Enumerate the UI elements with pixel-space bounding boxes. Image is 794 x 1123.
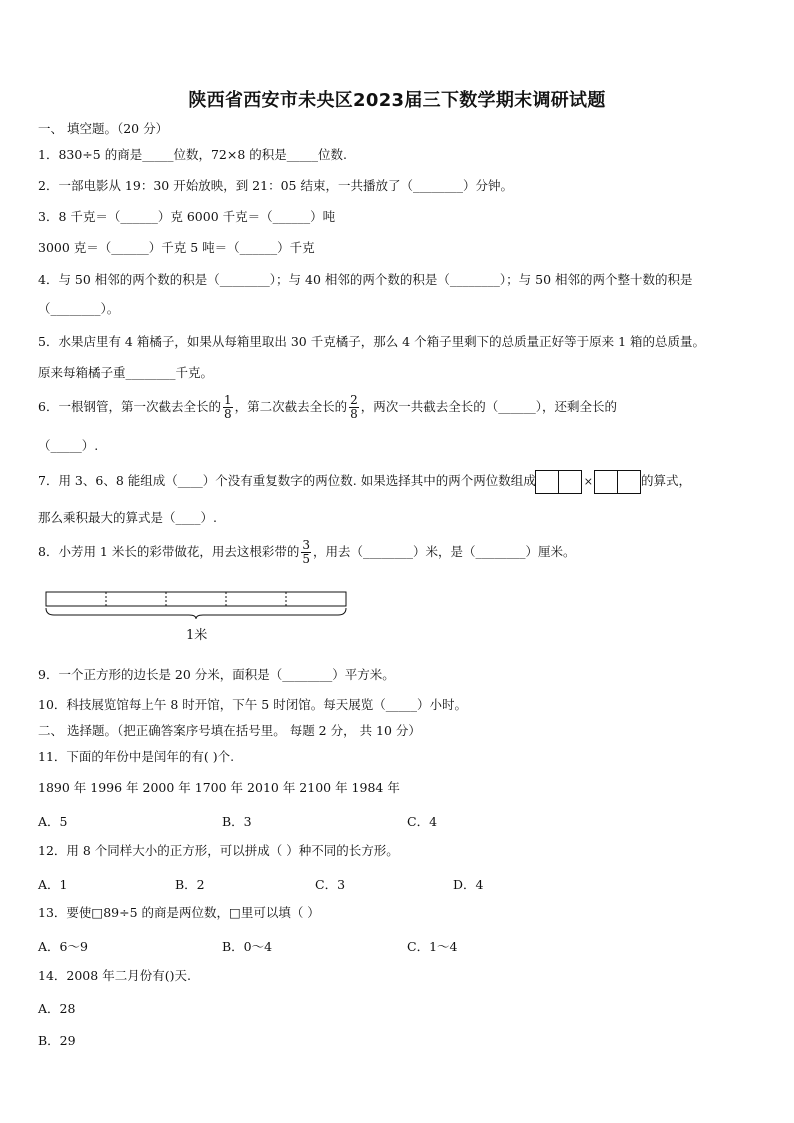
question-6-line-2: （_____）. xyxy=(38,438,99,453)
question-7-line-1 xyxy=(38,468,691,495)
question-6-text-post: ，两次一共截去全长的（______），还剩全长的 xyxy=(360,399,618,414)
q12-option-d: D．4 xyxy=(453,877,484,892)
fraction-numerator: 1 xyxy=(223,393,232,407)
question-12: 12．用 8 个同样大小的正方形，可以拼成（ ）种不同的长方形。 xyxy=(38,843,399,858)
ribbon-length-label: 1米 xyxy=(186,628,208,643)
question-5-line-2: 原来每箱橘子重________千克。 xyxy=(38,365,214,380)
question-6-text-mid: ，第二次截去全长的 xyxy=(234,399,348,414)
question-4-line-1: 4．与 50 相邻的两个数的积是（________）；与 40 相邻的两个数的积是（________）；与 50 相邻的两个整十数的积是 xyxy=(38,272,693,287)
q11-option-a: A．5 xyxy=(38,814,68,829)
ribbon-diagram-svg xyxy=(44,590,348,620)
question-7-text-pre: 7．用 3、6、8 能组成（____）个没有重复数字的两位数. 如果选择其中的两个两位数组成 xyxy=(38,473,536,488)
question-5-line-1: 5．水果店里有 4 箱橘子，如果从每箱里取出 30 千克橘子，那么 4 个箱子里剩下的总质量正好等于原来 1 箱的总质量。 xyxy=(38,334,706,349)
digit-box xyxy=(594,470,618,494)
q11-option-c: C．4 xyxy=(407,814,438,829)
page-title: 陕西省西安市未央区2023届三下数学期末调研试题 xyxy=(188,90,606,111)
question-7-line-2: 那么乘积最大的算式是（____）. xyxy=(38,510,217,525)
section-choice-heading: 二、 选择题。（把正确答案序号填在括号里。 每题 2 分， 共 10 分） xyxy=(38,723,421,738)
question-8-text-post: ，用去（________）米，是（________）厘米。 xyxy=(313,544,576,559)
question-11-years: 1890 年 1996 年 2000 年 1700 年 2010 年 2100 年 1984 年 xyxy=(38,780,400,795)
q13-option-c: C．1～4 xyxy=(407,939,458,954)
question-3-line-2: 3000 克＝（______）千克 5 吨＝（______）千克 xyxy=(38,240,315,255)
digit-boxes-right xyxy=(595,469,641,495)
q13-option-a: A．6～9 xyxy=(38,939,88,954)
fraction-1-8 xyxy=(223,394,233,421)
q14-option-a: A．28 xyxy=(38,1001,76,1016)
question-6-text-pre: 6．一根钢管，第一次截去全长的 xyxy=(38,399,221,414)
ribbon-bar xyxy=(46,592,346,606)
fraction-numerator: 2 xyxy=(350,393,358,407)
fraction-2-8 xyxy=(349,394,359,421)
question-6-line-1 xyxy=(38,392,617,422)
question-7-text-post: 的算式， xyxy=(640,473,691,488)
q12-option-a: A．1 xyxy=(38,877,68,892)
ribbon-diagram xyxy=(44,590,348,620)
digit-box xyxy=(558,470,582,494)
times-sign: × xyxy=(583,474,593,488)
q12-option-b: B．2 xyxy=(175,877,205,892)
question-13: 13．要使□89÷5 的商是两位数，□里可以填（ ） xyxy=(38,905,320,920)
fraction-3-5 xyxy=(301,539,311,566)
fraction-numerator: 3 xyxy=(302,538,310,552)
question-8-text-pre: 8．小芳用 1 米长的彩带做花，用去这根彩带的 xyxy=(38,544,300,559)
question-9: 9．一个正方形的边长是 20 分米，面积是（________）平方米。 xyxy=(38,667,395,682)
question-14: 14．2008 年二月份有()天. xyxy=(38,968,191,983)
fraction-denominator: 8 xyxy=(350,407,358,421)
question-2: 2．一部电影从 19：30 开始放映，到 21：05 结束，一共播放了（________）分钟。 xyxy=(38,178,513,193)
digit-box xyxy=(617,470,641,494)
q14-option-b: B．29 xyxy=(38,1033,76,1048)
question-10: 10．科技展览馆每上午 8 时开馆，下午 5 时闭馆。每天展览（_____）小时。 xyxy=(38,697,467,712)
question-3-line-1: 3．8 千克＝（______）克 6000 千克＝（______）吨 xyxy=(38,209,336,224)
question-8-line xyxy=(38,537,576,567)
digit-box xyxy=(535,470,559,494)
q12-option-c: C．3 xyxy=(315,877,346,892)
question-4-line-2: （________）。 xyxy=(38,301,120,316)
ribbon-brace xyxy=(46,608,346,619)
fraction-denominator: 8 xyxy=(223,407,232,421)
q11-option-b: B．3 xyxy=(222,814,252,829)
fraction-denominator: 5 xyxy=(302,552,310,566)
q13-option-b: B．0～4 xyxy=(222,939,273,954)
section-fill-blank-heading: 一、 填空题。（20 分） xyxy=(38,121,169,136)
digit-boxes-left xyxy=(536,469,582,495)
question-1: 1．830÷5 的商是_____位数，72×8 的积是_____位数. xyxy=(38,147,347,162)
question-11: 11．下面的年份中是闰年的有( )个. xyxy=(38,749,235,764)
